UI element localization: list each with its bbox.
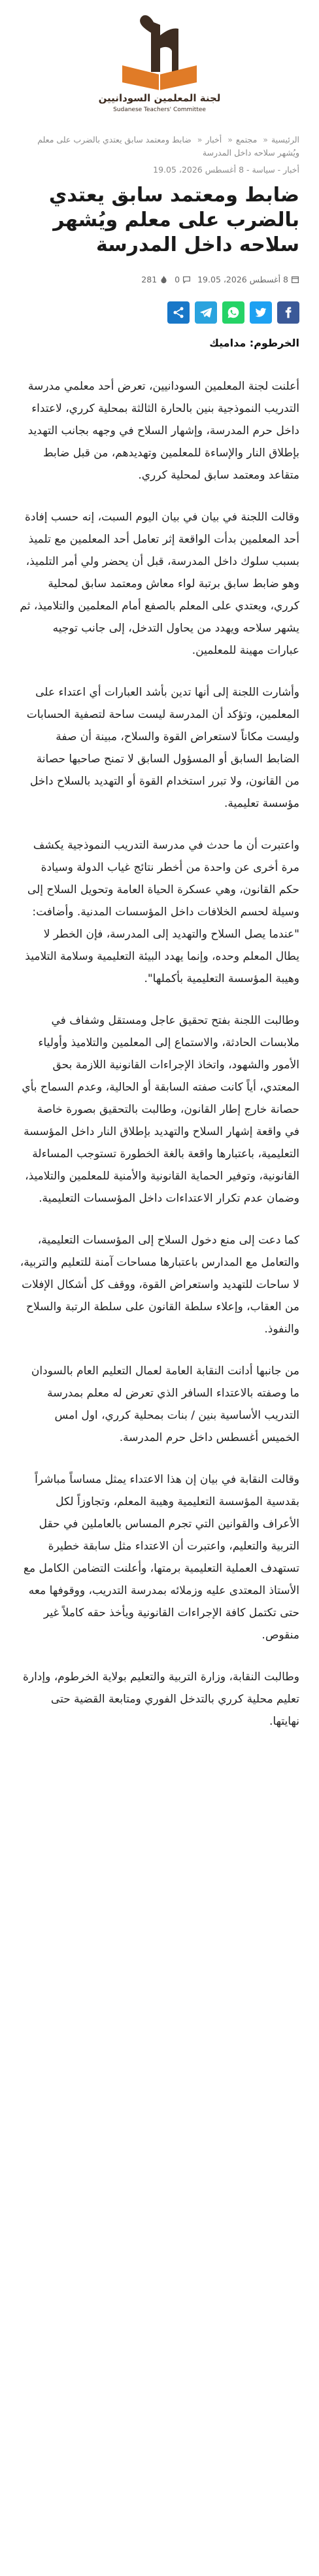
category-label[interactable]: أخبار - سياسة — [252, 165, 299, 175]
article-page — [0, 9, 319, 1733]
breadcrumb-home[interactable]: الرئيسية — [271, 135, 299, 144]
breadcrumb-separator: « — [227, 135, 233, 144]
breadcrumb — [20, 133, 299, 160]
breadcrumb-community[interactable]: مجتمع — [235, 135, 258, 144]
logo-org-name: لجنة المعلمين السودانيين — [98, 92, 221, 104]
whatsapp-icon — [227, 306, 240, 319]
twitter-share-button[interactable] — [250, 301, 272, 324]
article-paragraph: وطالبت اللجنة بفتح تحقيق عاجل ومستقل وشفاف في ملابسات الحادثة، والاستماع إلى المعلمين والتلاميذ وأولياء الأمور والشهود، واتخاذ الإجراءات القانونية اللازمة بحق المعتدي، أياً كانت صفته السابقة أو الحالية، وعدم السماح بأي حصانة خارج إطار القانون، وطالبت بالتحقيق بصورة خاصة في واقعة إشهار السلاح والتهديد بإطلاق النار داخل المؤسسة التعليمية، باعتبارها واقعة بالغة الخطورة تستوجب المساءلة القانونية، وتوفير الحماية القانونية والأمنية للمعلمين والتلاميذ، وضمان عدم تكرار الاعتداءات داخل المؤسسات التعليمية. — [22, 1014, 299, 1205]
fire-icon — [160, 275, 168, 284]
meta-date: 8 أغسطس 2026، 19.05 — [153, 165, 244, 175]
twitter-icon — [254, 306, 267, 319]
views-stat — [141, 275, 168, 284]
breadcrumb-separator: « — [197, 135, 203, 144]
logo-org-name-en: Sudanese Teachers' Committee — [113, 107, 206, 113]
article-dateline: الخرطوم: مداميك — [209, 337, 299, 349]
whatsapp-share-button[interactable] — [222, 301, 244, 324]
comments-stat[interactable] — [175, 275, 191, 284]
generic-share-button[interactable] — [167, 301, 190, 324]
comment-icon — [182, 275, 191, 284]
calendar-icon — [291, 275, 299, 284]
article-paragraph: واعتبرت أن ما حدث في مدرسة التدريب النموذجية يكشف مرة أخرى عن واحدة من أخطر نتائج غياب الدولة وسيادة حكم القانون، وهي عسكرة الحياة العامة وتحويل السلاح إلى وسيلة لحسم الخلافات داخل المؤسسات المدنية. وأضافت: "عندما يصل السلاح والتهديد إلى المدرسة، فإن الخطر لا يطال المعلم وحده، وإنما يهدد البيئة التعليمية وسلامة التلاميذ وهيبة المؤسسة التعليمية بأكملها". — [25, 839, 299, 985]
telegram-share-button[interactable] — [195, 301, 217, 324]
article-paragraph: وطالبت النقابة، وزارة التربية والتعليم بولاية الخرطوم، وإدارة تعليم محلية كرري بالتدخل الفوري ومتابعة القضية حتى نهايتها. — [22, 1670, 299, 1728]
breadcrumb-current: ضابط ومعتمد سابق يعتدي بالضرب على معلم ويُشهر سلاحه داخل المدرسة — [37, 135, 299, 158]
facebook-share-button[interactable] — [277, 301, 299, 324]
meta-separator: - — [244, 165, 250, 175]
comments-count: 0 — [175, 275, 180, 284]
article-paragraph: أعلنت لجنة المعلمين السودانيين، تعرض أحد معلمي مدرسة التدريب النموذجية بنين بالحارة الثالثة بمحلية كرري، لاعتداء داخل حرم المدرسة، وإشهار السلاح في وجهه بجانب التهديد بإطلاق النار والإساءة للمعلمين وتهديدهم، من قبل ضابط متقاعد ومعتمد سابق لمحلية كرري. — [27, 380, 299, 482]
date-stat — [197, 275, 299, 284]
article-paragraph: وأشارت اللجنة إلى أنها تدين بأشد العبارات أي اعتداء على المعلمين، وتؤكد أن المدرسة ليست ساحة لتصفية الحسابات وليست مكاناً لاستعراض القوة والسلاح، مبينة أن صفة الضابط السابق أو المسؤول السابق لا تمنح صاحبها حصانة من القانون، ولا تبرر استخدام القوة أو التهديد بالسلاح داخل مؤسسة تعليمية. — [26, 686, 299, 810]
article-paragraph: من جانبها أدانت النقابة العامة لعمال التعليم العام بالسودان ما وصفته بالاعتداء السافر الذي تعرض له معلم بمدرسة التدريب الأساسية بنين / بنات بمحلية كرري، اول امس الخميس أغسطس داخل حرم المدرسة. — [31, 1364, 299, 1444]
category-date-line — [20, 163, 299, 177]
article-paragraph: كما دعت إلى منع دخول السلاح إلى المؤسسات التعليمية، والتعامل مع المدارس باعتبارها مساحات آمنة للتعليم والتربية، لا ساحات للتهديد واستعراض القوة، ووقف كل أشكال الإفلات من العقاب، وإعلاء سلطة القانون على سلطة الرتبة والسلاح والنفوذ. — [20, 1234, 299, 1336]
article-paragraph: وقالت النقابة في بيان إن هذا الاعتداء يمثل مساساً مباشراً بقدسية المؤسسة التعليمية وهيبة المعلم، وتجاوزاً لكل الأعراف والقوانين التي تجرم المساس بالعاملين في حقل التربية والتعليم، واعتبرت أن الاعتداء مثل سابقة خطيرة تستهدف العملية التعليمية برمتها، وأعلنت التضامن الكامل مع الأستاذ المعتدى عليه وزملائه بمدرسة التدريب، ووقوفها معه حتى تكتمل كافة الإجراءات القانونية ويأخذ حقه كاملاً غير منقوص. — [23, 1473, 299, 1642]
breadcrumb-news[interactable]: أخبار — [205, 135, 222, 144]
telegram-icon — [199, 306, 212, 319]
facebook-icon — [282, 306, 295, 319]
views-count: 281 — [141, 275, 158, 284]
article-paragraph: وقالت اللجنة في بيان في بيان اليوم السبت، إنه حسب إفادة أحد المعلمين بدأت الواقعة إثر تعامل أحد المعلمين مع تلميذ بسبب سلوك داخل المدرسة، قبل أن يحضر ولي أمر التلميذ، وهو ضابط سابق برتبة لواء معاش ومعتمد سابق لمحلية كرري، ويعتدي على المعلم بالصفع أمام المعلمين والتلاميذ، ثم يشهر سلاحه ويهدد من يحاول التدخل، إلى جانب توجيه عبارات مهينة للمعلمين. — [20, 511, 299, 657]
article-date: 8 أغسطس 2026، 19.05 — [197, 275, 288, 284]
share-icon — [172, 306, 185, 319]
site-logo[interactable] — [97, 9, 222, 114]
article-title: ضابط ومعتمد سابق يعتدي بالضرب على معلم ويُشهر سلاحه داخل المدرسة — [48, 184, 299, 256]
share-buttons — [20, 301, 299, 324]
article-body — [20, 375, 299, 1733]
article-stats — [20, 275, 299, 284]
breadcrumb-separator: « — [263, 135, 268, 144]
logo-emblem-shape — [140, 15, 178, 72]
